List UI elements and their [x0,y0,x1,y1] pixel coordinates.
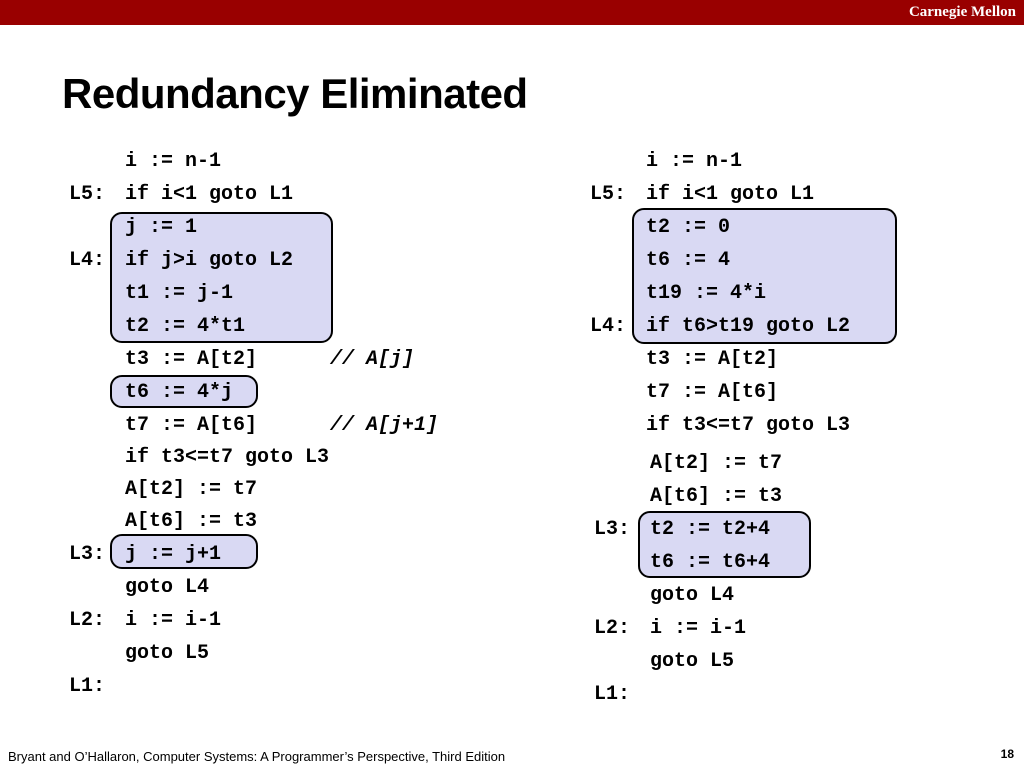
code-line [594,454,782,474]
code-label: L5: [69,183,106,206]
code-text: i := n-1 [125,150,222,173]
code-line [594,553,770,573]
code-line [69,416,257,436]
code-label: L5: [590,183,627,206]
brand-logo-text: Carnegie Mellon [908,4,1016,20]
code-text: goto L5 [650,650,735,673]
code-line [69,512,257,532]
code-text: t1 := j-1 [125,282,234,305]
code-label: L2: [594,617,631,640]
code-text: if i<1 goto L1 [125,183,294,206]
code-text: if t3<=t7 goto L3 [125,446,330,469]
code-line [594,487,782,507]
code-label: L4: [69,249,106,272]
code-text: j := j+1 [125,543,222,566]
code-line [69,218,197,238]
code-text: t3 := A[t2] [646,348,779,371]
header-bar [0,0,1024,25]
code-text: t3 := A[t2] [125,348,258,371]
code-text: i := i-1 [125,609,222,632]
code-text: j := 1 [125,216,198,239]
code-text: t6 := 4 [646,249,731,272]
code-line [69,644,209,664]
footer-citation: Bryant and O’Hallaron, Computer Systems: A Programmer’s Perspective, Third Edition [8,749,506,764]
code-line [69,152,221,172]
code-text: if t6>t19 goto L2 [646,315,851,338]
code-label: L1: [594,683,631,706]
code-line [69,383,233,403]
code-line [594,586,734,606]
code-text: t19 := 4*i [646,282,767,305]
code-text: t2 := 0 [646,216,731,239]
code-line [590,350,778,370]
code-line [69,284,233,304]
code-text: A[t2] := t7 [125,478,258,501]
code-line [69,578,209,598]
code-text: goto L4 [125,576,210,599]
code-comment: // A[j+1] [330,414,439,437]
code-text: t7 := A[t6] [125,414,258,437]
left-code-listing [69,152,489,697]
code-line [590,284,766,304]
code-line [590,218,730,238]
code-comment: // A[j] [330,348,415,371]
right-code-listing [590,150,1010,706]
code-line [69,480,257,500]
code-text: i := i-1 [650,617,747,640]
code-text: goto L4 [650,584,735,607]
code-line [69,350,257,370]
code-line [69,611,221,631]
code-text: i := n-1 [646,150,743,173]
code-text: t2 := t2+4 [650,518,771,541]
code-text: if j>i goto L2 [125,249,294,272]
code-text: t6 := t6+4 [650,551,771,574]
code-line [594,520,770,540]
code-text: if t3<=t7 goto L3 [646,414,851,437]
code-text: goto L5 [125,642,210,665]
slide-title: Redundancy Eliminated [62,70,528,117]
code-text: t7 := A[t6] [646,381,779,404]
code-line [590,152,742,172]
code-label: L1: [69,675,106,698]
code-label: L4: [590,315,627,338]
code-text: t6 := 4*j [125,381,234,404]
code-line [594,685,650,705]
code-line [590,251,730,271]
code-text: if i<1 goto L1 [646,183,815,206]
code-line [590,383,778,403]
code-line [590,185,814,205]
code-text: A[t6] := t3 [125,510,258,533]
code-text: A[t6] := t3 [650,485,783,508]
code-text: t2 := 4*t1 [125,315,246,338]
code-line [69,448,329,468]
code-line [590,317,850,337]
code-line [69,251,293,271]
code-line [594,652,734,672]
code-label: L3: [69,543,106,566]
code-line [69,545,221,565]
code-label: L2: [69,609,106,632]
page-number: 18 [1000,747,1014,761]
code-label: L3: [594,518,631,541]
code-line [69,317,245,337]
code-text: A[t2] := t7 [650,452,783,475]
code-line [590,416,850,436]
code-line [594,619,746,639]
code-line [69,677,125,697]
code-line [69,185,293,205]
